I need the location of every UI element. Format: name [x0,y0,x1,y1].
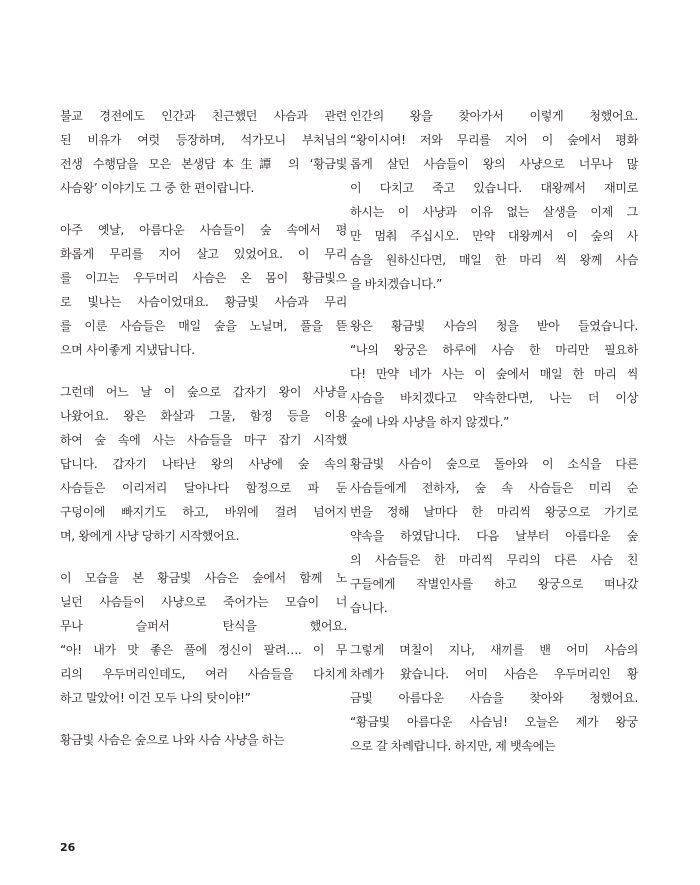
text-line: 슴을 원하신다면, 매일 한 마리 씩 왕께 사슴 [350,253,638,267]
text-line: 구덩이에 빠지기도 하고, 바위에 걸려 넘어지 [60,505,347,519]
text-line: “왕이시여! 저와 무리를 지어 이 숲에서 평화 [350,133,638,147]
text-line: 만 멈춰 주십시오. 만약 대왕께서 이 숲의 사 [350,229,638,243]
text-line: 황금빛 사슴이 숲으로 돌아와 이 소식을 다른 [350,457,638,471]
text-line: 하시는 이 사냥과 이유 없는 살생을 이제 그 [350,205,638,219]
text-line: 를 이룬 사슴들은 매일 숲을 노닐며, 풀을 뜯 [60,319,347,333]
paragraph [60,728,347,752]
text-line: 으며 사이좋게 지냈답니다. [60,343,195,357]
text-line: 이 모습을 본 황금빛 사슴은 숲에서 함께 노 [60,571,347,585]
text-line: 차례가 왔습니다. 어미 사슴은 우두머리인 황 [350,667,638,681]
text-line: 전생 수행담을 모은 본생담本生譚 의 ‘황금빛 [60,157,347,171]
text-line: 며, 왕에게 사냥 당하기 시작했어요. [60,529,240,543]
text-line: 하고 말았어! 이건 모두 나의 탓이야!” [60,691,251,705]
paragraph [60,104,347,200]
text-line: 사슴을 바치겠다고 약속한다면, 나는 더 이상 [350,391,638,405]
text-line: 습니다. [350,601,388,615]
text-line: 으로 갈 차례랍니다. 하지만, 제 뱃속에는 [350,739,556,753]
text-line: 사슴들은 이리저리 달아나다 함정으로 파 둔 [60,481,347,495]
text-line: 아주 옛날, 아름다운 사슴들이 숲 속에서 평 [60,223,347,237]
text-line: 답니다. 갑자기 나타난 왕의 사냥에 숲 속의 [60,457,347,471]
page-number: 26 [60,841,76,854]
paragraph [350,104,638,296]
left-column [60,104,347,770]
text-line: “나의 왕궁은 하루에 사슴 한 마리만 필요하 [350,343,638,357]
text-line: 약속을 하였답니다. 다음 날부터 아름다운 숲 [350,529,638,543]
text-line: 롭게 살던 사슴들이 왕의 사냥으로 너무나 많 [350,157,638,171]
text-line: 된 비유가 여럿 등장하며, 석가모니 부처님의 [60,133,347,147]
text-line: 불교 경전에도 인간과 친근했던 사슴과 관련 [60,109,347,123]
text-line: “황금빛 아름다운 사슴님! 오늘은 제가 왕궁 [350,715,638,729]
paragraph [350,452,638,620]
text-line: 다! 만약 네가 사는 이 숲에서 매일 한 마리 씩 [350,367,638,381]
text-line: 그런데 어느 날 이 숲으로 갑자기 왕이 사냥을 [60,385,347,399]
text-line: 화롭게 무리를 지어 살고 있었어요. 이 무리 [60,247,347,261]
paragraph [60,218,347,362]
text-line: 의 사슴들은 한 마리씩 무리의 다른 사슴 친 [350,553,638,567]
text-line: 구들에게 작별인사를 하고 왕궁으로 떠나갔 [350,577,638,591]
text-line: 인간의 왕을 찾아가서 이렇게 청했어요. [350,109,638,123]
text-line: 황금빛 사슴은 숲으로 나와 사슴 사냥을 하는 [60,733,285,747]
text-line: 무나 슬퍼서 탄식을 했어요. [60,619,347,633]
text-line: 나왔어요. 왕은 화살과 그물, 함정 등을 이용 [60,409,347,423]
text-line: 숲에 나와 사냥을 하지 않겠다.” [350,415,509,429]
text-line: 이 다치고 죽고 있습니다. 대왕께서 재미로 [350,181,638,195]
text-line: 를 이끄는 우두머리 사슴은 온 몸이 황금빛으 [60,271,347,285]
paragraph [60,566,347,710]
text-line: 하여 숲 속에 사는 사슴들을 마구 잡기 시작했 [60,433,347,447]
paragraph [60,380,347,548]
text-line: 왕은 황금빛 사슴의 청을 받아 들였습니다. [350,319,638,333]
text-line: 을 바치겠습니다.” [350,277,442,291]
text-line: 금빛 아름다운 사슴을 찾아와 청했어요. [350,691,638,705]
text-line: 그렇게 며칠이 지나, 새끼를 밴 어미 사슴의 [350,643,638,657]
right-column [350,104,638,776]
paragraph [350,314,638,434]
text-line: 닐던 사슴들이 사냥으로 죽어가는 모습이 너 [60,595,347,609]
paragraph [350,638,638,758]
text-line: “아! 내가 맛 좋은 풀에 정신이 팔려…. 이 무 [60,643,347,657]
text-line: 번을 정해 날마다 한 마리씩 왕궁으로 가기로 [350,505,638,519]
text-line: 사슴왕’ 이야기도 그 중 한 편이랍니다. [60,181,254,195]
text-line: 로 빛나는 사슴이었대요. 황금빛 사슴과 무리 [60,295,347,309]
text-line: 리의 우두머리인데도, 여러 사슴들을 다치게 [60,667,347,681]
text-line: 사슴들에게 전하자, 숲 속 사슴들은 미리 순 [350,481,638,495]
